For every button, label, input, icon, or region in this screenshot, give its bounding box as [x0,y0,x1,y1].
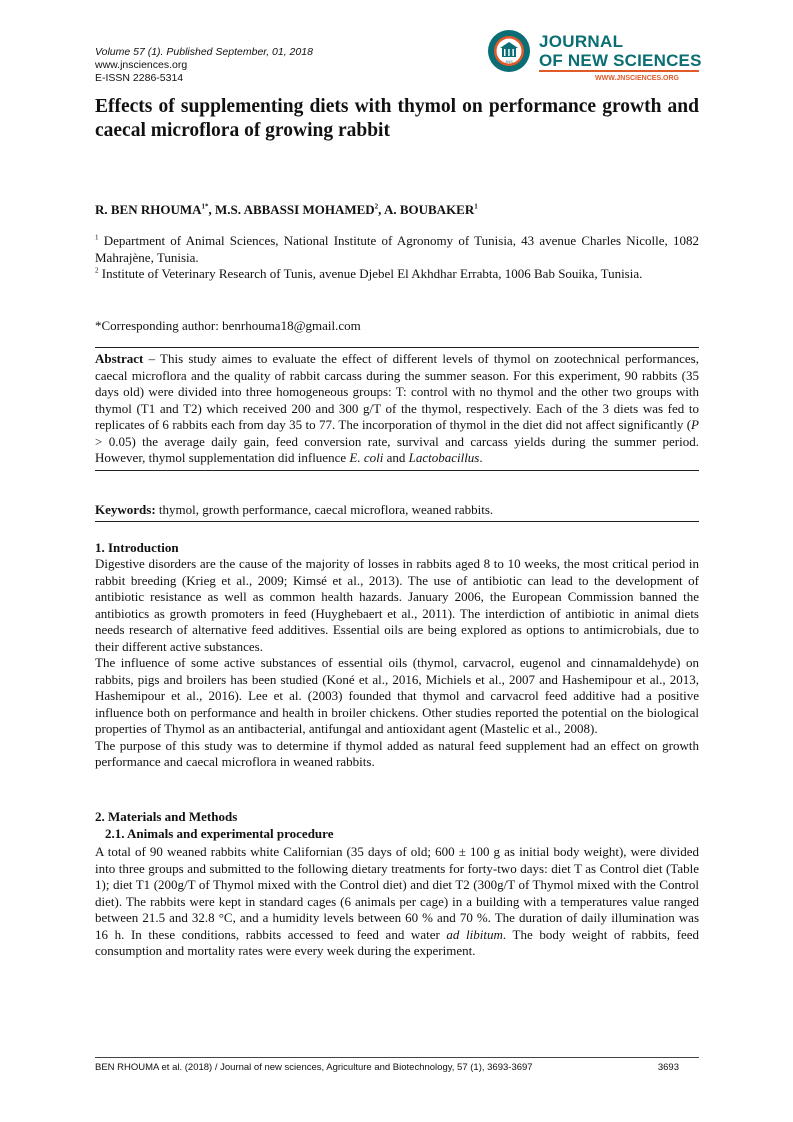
journal-eissn: E-ISSN 2286-5314 [95,72,184,84]
author-name: R. BEN RHOUMA [95,202,202,217]
paragraph: The influence of some active substances of essential oils (thymol, carvacrol, eugenol and cinnamaldehyde) on rabbits, pigs and broilers has been studied (Koné et al., 2016, Michiels et al., 2007 and Hashemipour et al., 2013, Hashemipour et al., 2016). Lee et al. (2003) founded that thymol and carvacrol feed additive had a positive influence both on performance and health in broiler chickens. Other studies reported the potential on the biological properties of Thymol as an antibacterial, antifungal and antioxidant agent (Mastelic et al., 2008). [95,655,699,736]
author-list [95,202,478,218]
affiliation-mark: 2 [95,266,99,275]
journal-seal-icon [487,29,531,73]
affiliation [95,266,699,283]
paragraph: Digestive disorders are the cause of the majority of losses in rabbits aged 8 to 10 weeks, the most critical period in rabbit breeding (Krieg et al., 2009; Kimsé et al., 2013). The use of antibiotic can lead to the development of antibiotic resistance as well as common health hazards. January 2006, the European Commission banned the antibiotics as growth promoters in feed (Huyghebaert et al., 2011). The interdiction of antibiotic in animal diets needs research of alternative feed additives. Essential oils are being explored as options to antimicrobials, due to their different active substances. [95,556,699,654]
section-heading-methods: 2. Materials and Methods [95,809,238,824]
abstract-text: . [479,450,483,465]
introduction-body [95,556,699,771]
affiliation [95,233,699,266]
author-affil-mark: 1 [474,202,478,211]
abstract [95,347,699,471]
journal-header [95,46,313,85]
abstract-text: > 0.05) the average daily gain, feed conversion rate, survival and carcass yields during the summer period. However, thymol supplementation did influence [95,433,699,465]
page-footer [95,1062,699,1073]
page-number: 3693 [657,1062,679,1073]
volume-info: Volume 57 (1). Published September, 01, 2018 [95,46,313,58]
abstract-label: Abstract [95,351,144,366]
abstract-text: and [383,450,409,465]
affiliation-text: Department of Animal Sciences, National Institute of Agronomy of Tunisia, 43 avenue Charles Nicolle, 1082 Mahrajène, Tunisia. [95,233,700,265]
logo-divider [539,70,699,72]
journal-logo [487,29,702,87]
species-name: Lactobacillus [408,450,480,465]
methods-body [95,844,699,960]
p-value-symbol: P [691,417,699,432]
author-name: , A. BOUBAKER [378,202,475,217]
author-affil-mark: 2 [374,202,379,211]
latin-term: ad libitum [446,926,503,942]
section-heading-introduction: 1. Introduction [95,540,179,555]
paragraph: The purpose of this study was to determine if thymol added as natural feed supplement had an effect on growth performance and caecal microflora in weaned rabbits. [95,737,699,769]
subsection-heading-animals: 2.1. Animals and experimental procedure [105,826,334,841]
author-name: , M.S. ABBASSI MOHAMED [208,202,375,217]
logo-url: WWW.JNSCIENCES.ORG [595,75,680,82]
footer-citation: BEN RHOUMA et al. (2018) / Journal of new sciences, Agriculture and Biotechnology, 57 (1), 3693-3697 [95,1062,533,1073]
corresponding-author: *Corresponding author: benrhouma18@gmail.com [95,318,361,333]
affiliation-text: Institute of Veterinary Research of Tunis, avenue Djebel El Akhdhar Errabta, 1006 Bab Souika, Tunisia. [101,266,643,281]
svg-text:JNS: JNS [505,59,513,64]
author-affil-mark: 1* [201,202,209,211]
keywords-text: thymol, growth performance, caecal microflora, weaned rabbits. [155,502,494,517]
journal-website[interactable]: www.jnsciences.org [95,59,188,71]
affiliation-mark: 1 [95,233,99,242]
species-name: E. coli [349,450,384,465]
paragraph: A total of 90 weaned rabbits white Californian (35 days of old; 600 ± 100 g as initial body weight), were divided into three groups and submitted to the following dietary treatments for forty-two days: diet T as Control diet (Table 1); diet T1 (200g/T of Thymol mixed with the Control diet) and diet T2 (300g/T of Thymol mixed with the Control diet). The rabbits were kept in standard cages (6 animals per cage) in a building with a temperatures value ranged between 21.5 and 32.8 °C, and a humidity levels between 60 % and 70 %. The duration of daily illumination was 16 h. In these conditions, rabbits accessed to feed and water [95,844,699,942]
logo-title-line2: OF NEW SCIENCES [539,51,702,70]
logo-title-line1: JOURNAL [539,32,624,51]
abstract-text: – This study aimes to evaluate the effect of different levels of thymol on zootechnical performances, caecal microflora and the quality of rabbit carcass during the summer season. For this experiment, 90 rabbits (35 days old) were divided into three homogeneous groups: T: control with no thymol and the other two groups with thymol (T1 and T2) which received 200 and 300 g/T of the thymol, respectively. Each of the 3 diets was fed to replicates of 6 rabbits each from day 35 to 77. The incorporation of thymol in the diet did not affect significantly ( [95,351,699,432]
footer-divider [95,1057,699,1058]
paper-title: Effects of supplementing diets with thymol on performance growth and caecal microflora of growing rabbit [95,96,699,141]
paragraph: . The body weight of rabbits, feed consumption and mortality rates were every week during the experiment. [95,926,699,958]
keywords [95,502,699,522]
keywords-label: Keywords: [95,502,156,517]
